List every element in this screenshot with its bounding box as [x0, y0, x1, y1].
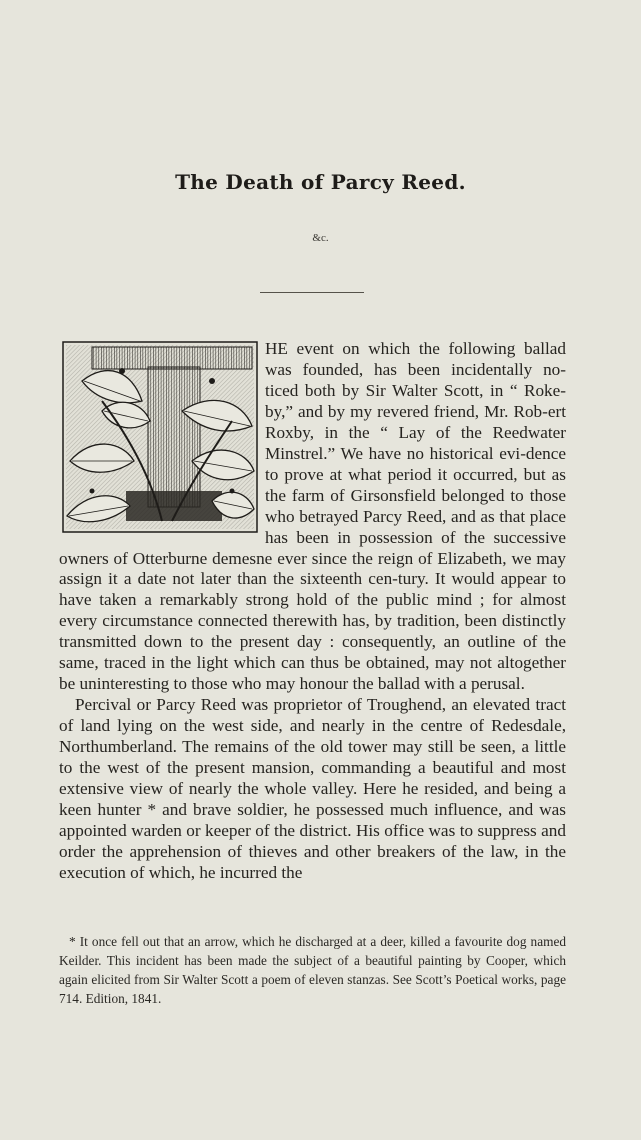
footnote: * It once fell out that an arrow, which he discharged at a deer, killed a favourite dog named Keilder. This incident has been made the subject of a beautiful painting by Cooper, which again elicited from Sir Walter Scott a poem of eleven stanzas. See Scott’s Poetical works, page 714. Edition, 1841. [59, 934, 566, 1006]
initial-space [59, 339, 265, 547]
paragraph [59, 695, 566, 884]
page-subtitle: &c. [312, 232, 329, 244]
paragraph [59, 339, 566, 695]
paragraph-text: Percival or Parcy Reed was proprietor of Troughend, an elevated tract of land lying on the west side, and nearly in the centre of Redesdale, Northumberland. The remains of the old tower may still be seen, a little to the west of the present mansion, commanding a beautiful and most extensive view of nearly the whole valley. Here he resided, and being a keen hunter * and brave soldier, he possessed much influence, and was appointed warden or keeper of the district. His office was to suppress and order the apprehension of thieves and other breakers of the law, in the execution of which, he incurred the [59, 695, 566, 882]
page-title: The Death of Parcy Reed. [175, 170, 466, 194]
paragraph-text: HE event on which the following ballad was founded, has been incidentally no-ticed both by Sir Walter Scott, in “ Roke-by,” and by my revered friend, Mr. Rob-ert Roxby, in the “ Lay of the Reedwater Minstrel.” We have no historical evi-dence to prove at what period it occurred, but as the farm of Girsonsfield belonged to those who betrayed Parcy Reed, and as that place has been in possession of the successive owners of Otterburne demesne ever since the reign of Elizabeth, we may assign it a date not later than the sixteenth cen-tury. It would appear to have taken a remarkably strong hold of the public mind ; for almost every circumstance connected therewith has, by tradition, been distinctly transmitted down to the present day : consequently, an outline of the same, traced in the light which can thus be obtained, may not altogether be uninteresting to those who may honour the ballad with a perusal. [59, 339, 566, 694]
body-text [59, 339, 566, 884]
section-divider [260, 292, 364, 293]
